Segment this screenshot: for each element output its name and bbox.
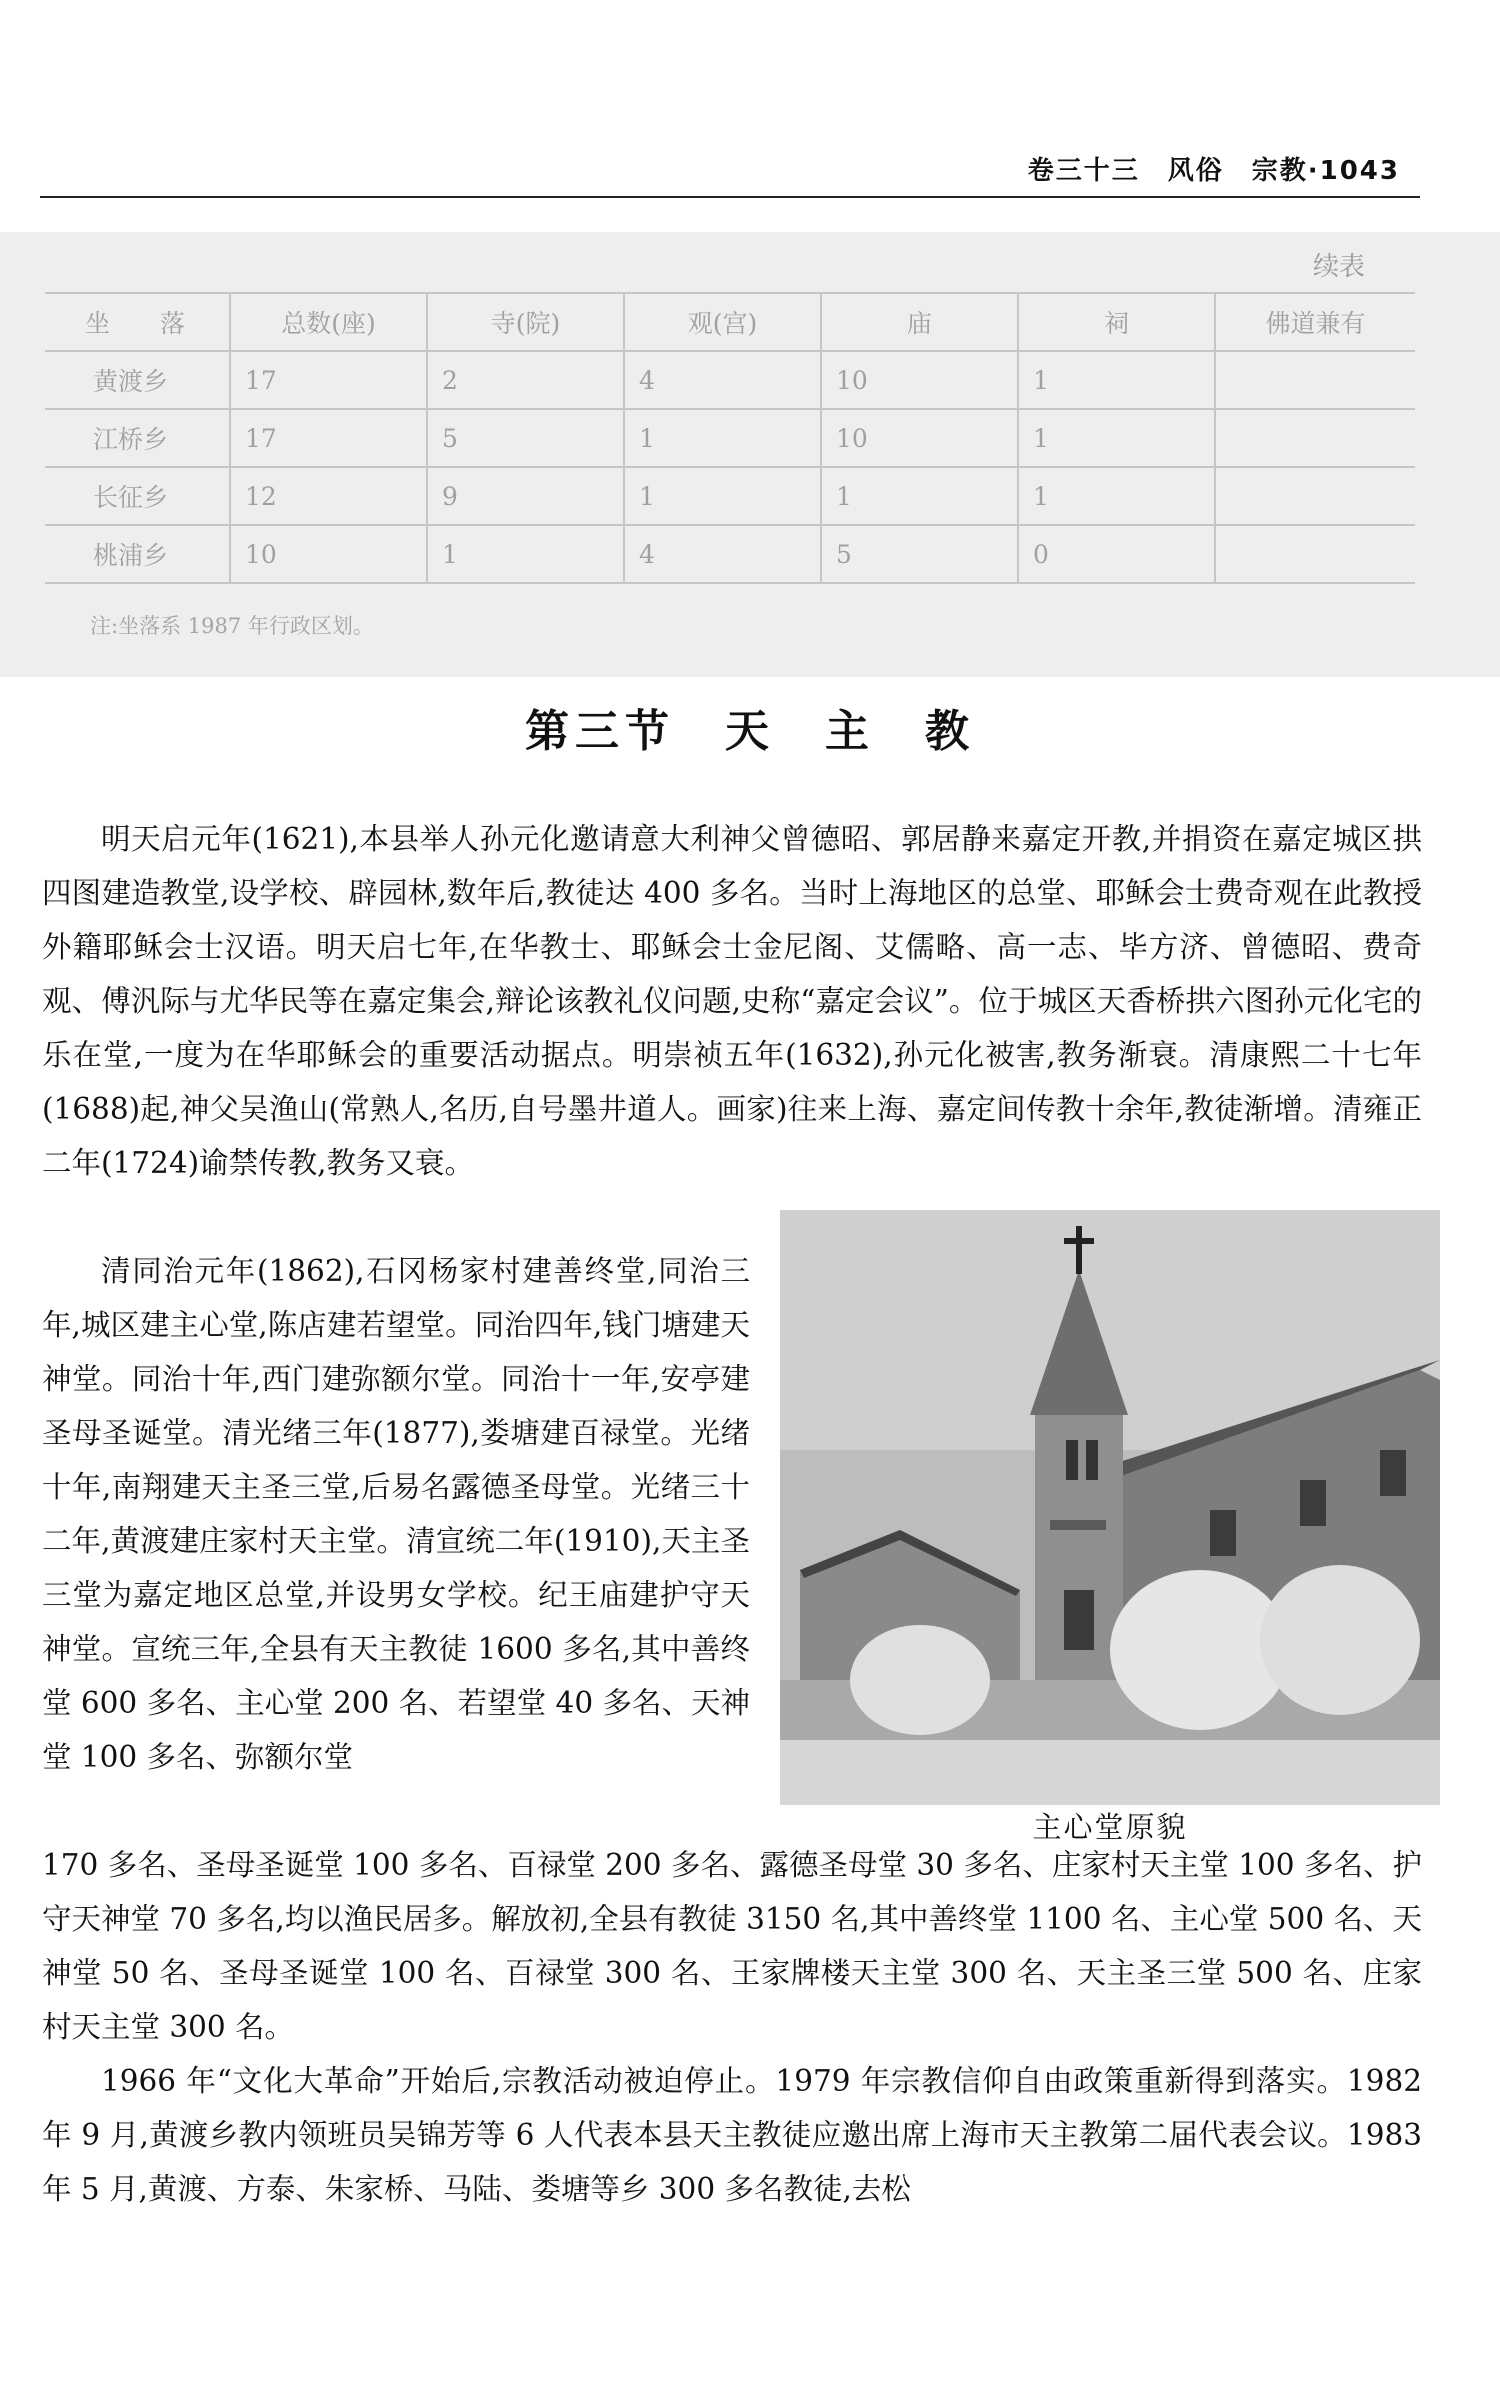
paragraph-2-continued: 170 多名、圣母圣诞堂 100 多名、百禄堂 200 多名、露德圣母堂 30 多名、庄家村天主堂 100 多名、护守天神堂 70 多名,均以渔民居多。解放初,全县有教徒 3150 名,其中善终堂 1100 名、主心堂 500 名、天神堂 50 名、圣母圣诞堂 100 名、百禄堂 300 名、王家牌楼天主堂 300 名、天主圣三堂 500 名、庄家村天主堂 300 名。 xyxy=(42,1848,1422,2044)
church-photo xyxy=(780,1210,1440,1805)
table-header-cell: 坐 落 xyxy=(45,293,230,351)
table-cell xyxy=(1215,351,1415,409)
table-cell: 17 xyxy=(230,351,427,409)
table-cell: 5 xyxy=(821,525,1018,583)
table-cell: 1 xyxy=(427,525,624,583)
table-cell: 9 xyxy=(427,467,624,525)
table-cell: 2 xyxy=(427,351,624,409)
table-cell: 江桥乡 xyxy=(45,409,230,467)
continued-label: 续表 xyxy=(1312,252,1365,282)
table-header-cell: 观(宫) xyxy=(624,293,821,351)
table-cell xyxy=(1215,525,1415,583)
paragraph-1: 明天启元年(1621),本县举人孙元化邀请意大利神父曾德昭、郭居静来嘉定开教,并捐资在嘉定城区拱四图建造教堂,设学校、辟园林,数年后,教徒达 400 多名。当时上海地区的总堂、耶稣会士费奇观在此教授外籍耶稣会士汉语。明天启七年,在华教士、耶稣会士金尼阁、艾儒略、高一志、毕方济、曾德昭、费奇观、傅汎际与尤华民等在嘉定集会,辩论该教礼仪问题,史称“嘉定会议”。位于城区天香桥拱六图孙元化宅的乐在堂,一度为在华耶稣会的重要活动据点。明崇祯五年(1632),孙元化被害,教务渐衰。清康熙二十七年(1688)起,神父吴渔山(常熟人,名历,自号墨井道人。画家)往来上海、嘉定间传教十余年,教徒渐增。清雍正二年(1724)谕禁传教,教务又衰。 xyxy=(42,822,1422,1180)
table-cell: 10 xyxy=(230,525,427,583)
table-header-cell: 总数(座) xyxy=(230,293,427,351)
temples-table xyxy=(45,292,1415,584)
header-rule xyxy=(40,196,1420,198)
paragraph-2-wrapped: 清同治元年(1862),石冈杨家村建善终堂,同治三年,城区建主心堂,陈店建若望堂。同治四年,钱门塘建天神堂。同治十年,西门建弥额尔堂。同治十一年,安亭建圣母圣诞堂。清光绪三年(1877),娄塘建百禄堂。光绪十年,南翔建天主圣三堂,后易名露德圣母堂。光绪三十二年,黄渡建庄家村天主堂。清宣统二年(1910),天主圣三堂为嘉定地区总堂,并设男女学校。纪王庙建护守天神堂。宣统三年,全县有天主教徒 1600 多名,其中善终堂 600 多名、主心堂 200 名、若望堂 40 多名、天神堂 100 多名、弥额尔堂 xyxy=(42,1254,750,1774)
table-header-cell: 佛道兼有 xyxy=(1215,293,1415,351)
table-cell: 5 xyxy=(427,409,624,467)
table-cell: 12 xyxy=(230,467,427,525)
table-cell: 10 xyxy=(821,351,1018,409)
table-cell: 1 xyxy=(1018,409,1215,467)
continued-table-panel xyxy=(0,232,1500,677)
table-cell: 黄渡乡 xyxy=(45,351,230,409)
table-cell: 1 xyxy=(821,467,1018,525)
table-header-row xyxy=(45,293,1415,351)
photo-caption: 主心堂原貌 xyxy=(1032,1810,1188,1844)
table-cell: 桃浦乡 xyxy=(45,525,230,583)
running-header-title: 卷三十三 风俗 宗教·1043 xyxy=(1027,156,1400,186)
table-header-cell: 祠 xyxy=(1018,293,1215,351)
table-row xyxy=(45,351,1415,409)
table-cell xyxy=(1215,467,1415,525)
table-cell: 4 xyxy=(624,525,821,583)
table-cell: 1 xyxy=(1018,351,1215,409)
table-cell: 1 xyxy=(1018,467,1215,525)
paragraph-3: 1966 年“文化大革命”开始后,宗教活动被迫停止。1979 年宗教信仰自由政策重新得到落实。1982 年 9 月,黄渡乡教内领班员吴锦芳等 6 人代表本县天主教徒应邀出席上海市天主教第二届代表会议。1983 年 5 月,黄渡、方泰、朱家桥、马陆、娄塘等乡 300 多名教徒,去松 xyxy=(42,2064,1422,2206)
table-header-cell: 庙 xyxy=(821,293,1018,351)
table-header-cell: 寺(院) xyxy=(427,293,624,351)
table-row xyxy=(45,409,1415,467)
table-row xyxy=(45,525,1415,583)
table-cell: 17 xyxy=(230,409,427,467)
table-cell: 1 xyxy=(624,467,821,525)
table-cell: 1 xyxy=(624,409,821,467)
table-cell: 4 xyxy=(624,351,821,409)
table-cell: 10 xyxy=(821,409,1018,467)
running-header xyxy=(40,150,1420,198)
table-cell: 0 xyxy=(1018,525,1215,583)
table-cell: 长征乡 xyxy=(45,467,230,525)
table-row xyxy=(45,467,1415,525)
table-note: 注:坐落系 1987 年行政区划。 xyxy=(90,614,374,638)
section-title: 第三节 天 主 教 xyxy=(525,706,975,757)
table-cell xyxy=(1215,409,1415,467)
